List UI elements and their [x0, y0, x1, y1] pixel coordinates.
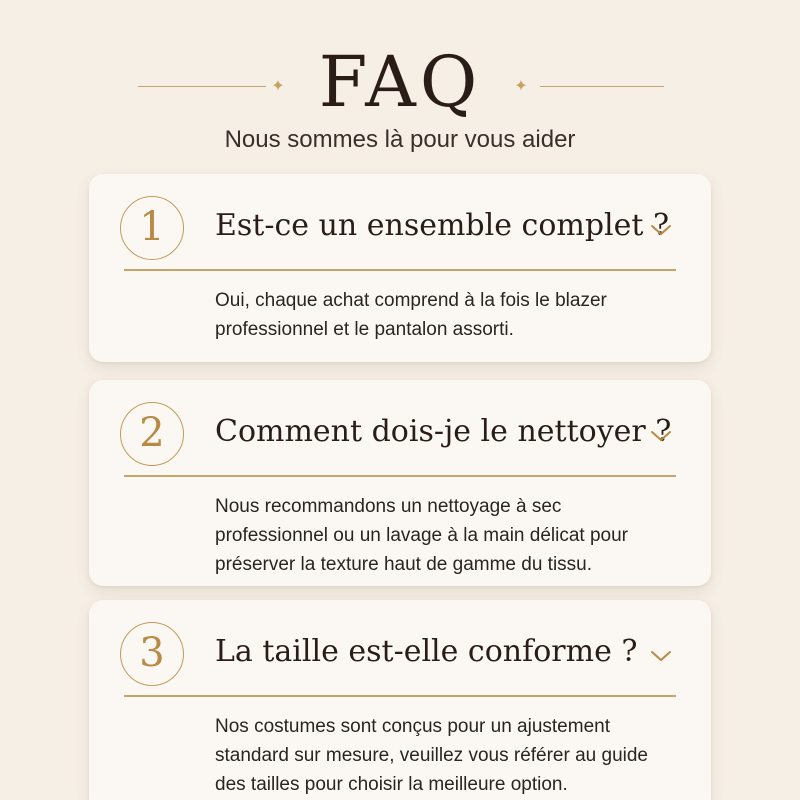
faq-question: Comment dois-je le nettoyer ? — [215, 414, 672, 449]
sparkle-icon: ✦ — [271, 76, 285, 95]
faq-item-1 — [89, 174, 711, 362]
faq-divider — [124, 269, 676, 271]
question-number-badge: 2 — [120, 402, 184, 466]
faq-item-2 — [89, 380, 711, 586]
title-row — [0, 42, 800, 122]
faq-item-3 — [89, 600, 711, 800]
chevron-down-icon[interactable] — [649, 644, 673, 668]
faq-answer: Oui, chaque achat comprend à la fois le blazer professionnel et le pantalon assorti. — [215, 290, 607, 340]
question-number-badge: 1 — [120, 196, 184, 260]
sparkle-icon: ✦ — [514, 76, 528, 95]
faq-question: La taille est-elle conforme ? — [215, 634, 638, 669]
page-subtitle: Nous sommes là pour vous aider — [224, 126, 576, 153]
faq-question-toggle[interactable] — [89, 600, 711, 696]
faq-answer: Nos costumes sont conçus pour un ajustement standard sur mesure, veuillez vous référer au guide des tailles pour choisir la meilleure option. — [215, 716, 649, 795]
faq-header — [0, 0, 800, 170]
faq-divider — [124, 475, 676, 477]
faq-answer: Nous recommandons un nettoyage à sec professionnel ou un lavage à la main délicat pour préserver la texture haut de gamme du tissu. — [215, 496, 628, 575]
chevron-down-icon[interactable] — [649, 424, 673, 448]
faq-question: Est-ce un ensemble complet ? — [215, 208, 670, 243]
faq-divider — [124, 695, 676, 697]
faq-question-toggle[interactable] — [89, 174, 711, 270]
right-decorative-rule — [540, 86, 664, 87]
page-title: FAQ — [318, 41, 482, 123]
faq-question-toggle[interactable] — [89, 380, 711, 476]
chevron-down-icon[interactable] — [649, 218, 673, 242]
question-number-badge: 3 — [120, 622, 184, 686]
